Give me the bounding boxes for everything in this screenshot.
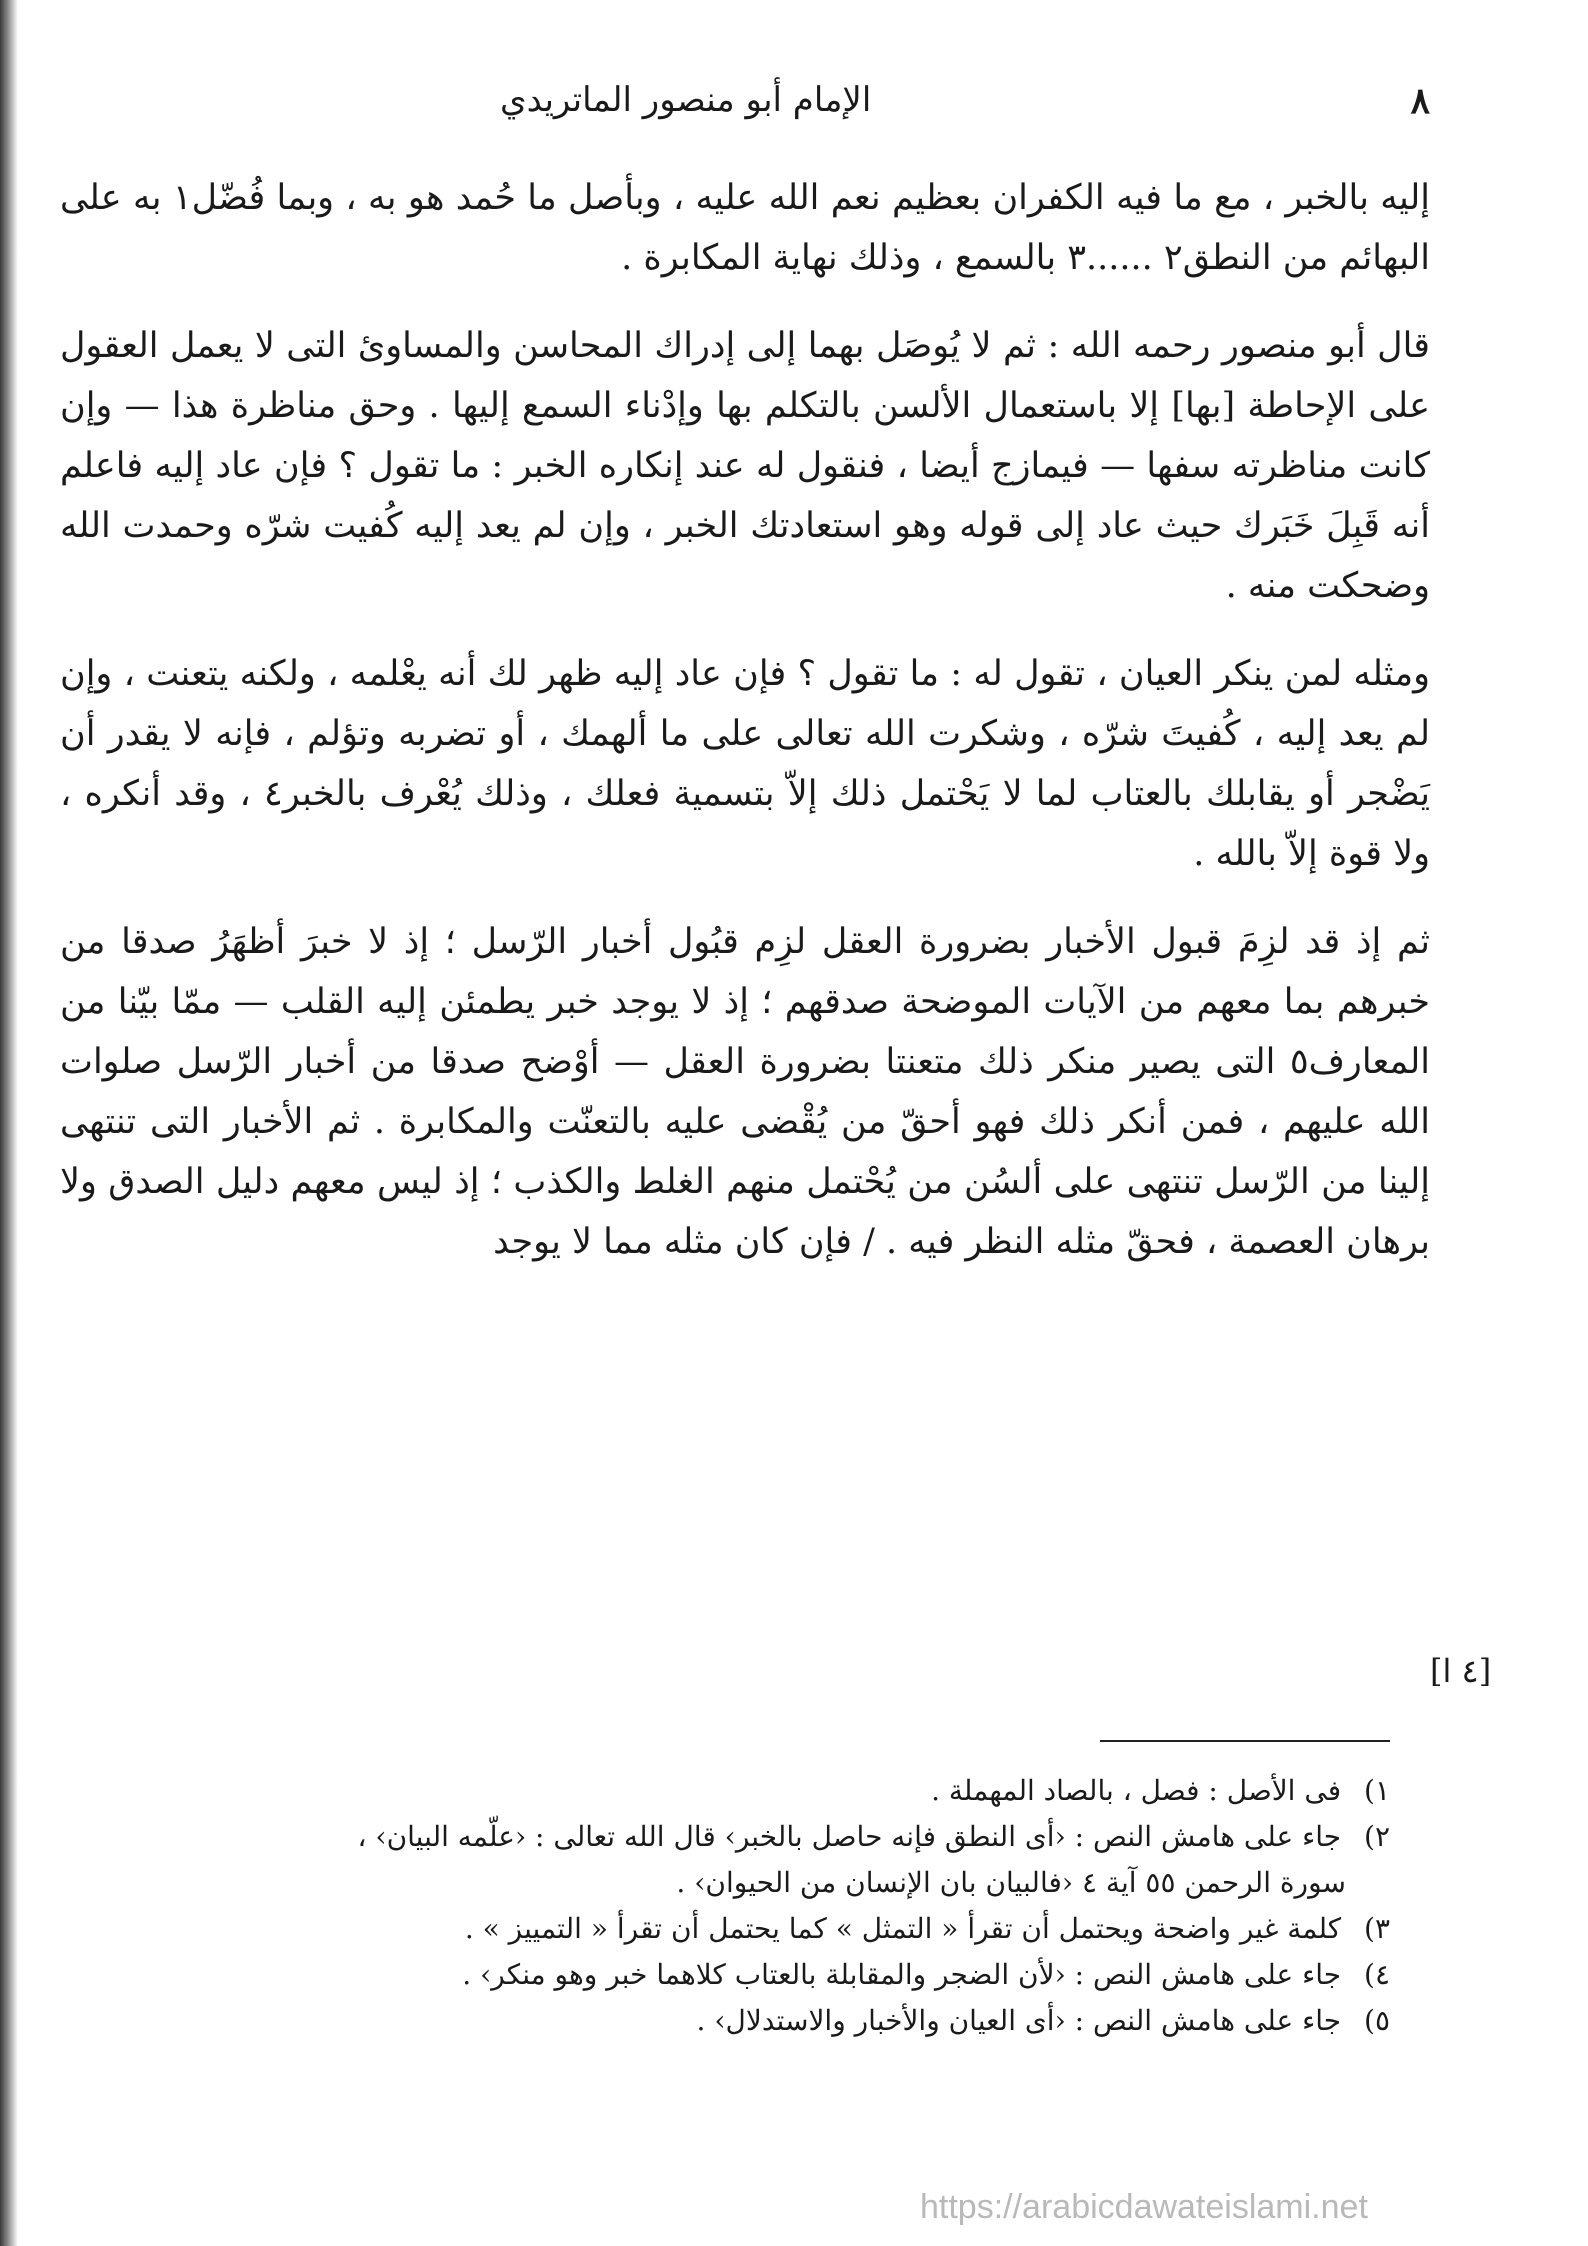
paragraph-1: إليه بالخبر ، مع ما فيه الكفران بعظيم نعم الله عليه ، وبأصل ما حُمد هو به ، وبما فُضّل١ به على البهائم من النطق٢ ......٣ بالسمع ، وذلك نهاية المكابرة . — [60, 178, 1430, 278]
footnote-1 — [160, 1768, 1390, 1814]
footnote-4 — [160, 1952, 1390, 1998]
footnote-number: ٥) — [1364, 2004, 1390, 2037]
page-number: ٨ — [1410, 80, 1430, 122]
footnote-text: كلمة غير واضحة ويحتمل أن تقرأ « التمثل » كما يحتمل أن تقرأ « التمييز » . — [464, 1912, 1342, 1945]
footnote-text: فى الأصل : فصل ، بالصاد المهملة . — [931, 1774, 1342, 1807]
scanned-page-edge — [0, 0, 18, 2246]
footnote-text: جاء على هامش النص : ‹أى العيان والأخبار والاستدلال› . — [696, 2004, 1342, 2037]
footnotes — [160, 1768, 1390, 2044]
running-title: الإمام أبو منصور الماتريدي — [500, 80, 872, 120]
footnote-2 — [160, 1814, 1390, 1860]
footnote-2-continuation: سورة الرحمن ٥٥ آية ٤ ‹فالبيان بان الإنسان من الحيوان› . — [676, 1866, 1346, 1899]
main-text — [60, 168, 1430, 1272]
footnote-text: جاء على هامش النص : ‹أى النطق فإنه حاصل بالخبر› قال الله تعالى : ‹علّمه البيان› ، — [357, 1820, 1342, 1853]
watermark-url: https://arabicdawateislami.net — [920, 2188, 1368, 2226]
footnote-number: ٢) — [1364, 1820, 1390, 1853]
paragraph-3: ومثله لمن ينكر العيان ، تقول له : ما تقول ؟ فإن عاد إليه ظهر لك أنه يعْلمه ، ولكنه يتعنت ، وإن لم يعد إليه ، كُفيتَ شرّه ، وشكرت الله تعالى على ما ألهمك ، أو تضربه وتؤلم ، فإنه لا يقدر أن يَضْجر أو يقابلك بالعتاب لما لا يَحْتمل ذلك إلاّ بتسمية فعلك ، وذلك يُعْرف بالخبر٤ ، وقد أنكره ، ولا قوة إلاّ بالله . — [60, 654, 1430, 874]
page-header — [40, 80, 1430, 140]
footnote-number: ٣) — [1364, 1912, 1390, 1945]
book-page — [40, 0, 1570, 2246]
footnote-number: ١) — [1364, 1774, 1390, 1807]
footnote-separator — [1100, 1740, 1390, 1742]
footnote-5 — [160, 1998, 1390, 2044]
manuscript-folio-reference: [٤ ا] — [1430, 1652, 1492, 1690]
footnote-3 — [160, 1906, 1390, 1952]
footnote-number: ٤) — [1364, 1958, 1390, 1991]
paragraph-2: قال أبو منصور رحمه الله : ثم لا يُوصَل بهما إلى إدراك المحاسن والمساوئ التى لا يعمل العقول على الإحاطة [بها] إلا باستعمال الألسن بالتكلم بها وإدْناء السمع إليها . وحق مناظرة هذا — وإن كانت مناظرته سفها — فيمازج أيضا ، فنقول له عند إنكاره الخبر : ما تقول ؟ فإن عاد إليه فاعلم أنه قَبِلَ خَبَرك حيث عاد إلى قوله وهو استعادتك الخبر ، وإن لم يعد إليه كُفيت شرّه وحمدت الله وضحكت منه . — [60, 326, 1430, 606]
paragraph-4: ثم إذ قد لزِمَ قبول الأخبار بضرورة العقل لزِم قبُول أخبار الرّسل ؛ إذ لا خبرَ أظهَرُ صدقا من خبرهم بما معهم من الآيات الموضحة صدقهم ؛ إذ لا يوجد خبر يطمئن إليه القلب — ممّا بيّنا من المعارف٥ التى يصير منكر ذلك متعنتا بضرورة العقل — أوْضح صدقا من أخبار الرّسل صلوات الله عليهم ، فمن أنكر ذلك فهو أحقّ من يُقْضى عليه بالتعنّت والمكابرة . ثم الأخبار التى تنتهى إلينا من الرّسل تنتهى على ألسُن من يُحْتمل منهم الغلط والكذب ؛ إذ ليس معهم دليل الصدق ولا برهان العصمة ، فحقّ مثله النظر فيه . / فإن كان مثله مما لا يوجد — [60, 922, 1430, 1262]
footnote-text: جاء على هامش النص : ‹لأن الضجر والمقابلة بالعتاب كلاهما خبر وهو منكر› . — [462, 1958, 1342, 1991]
